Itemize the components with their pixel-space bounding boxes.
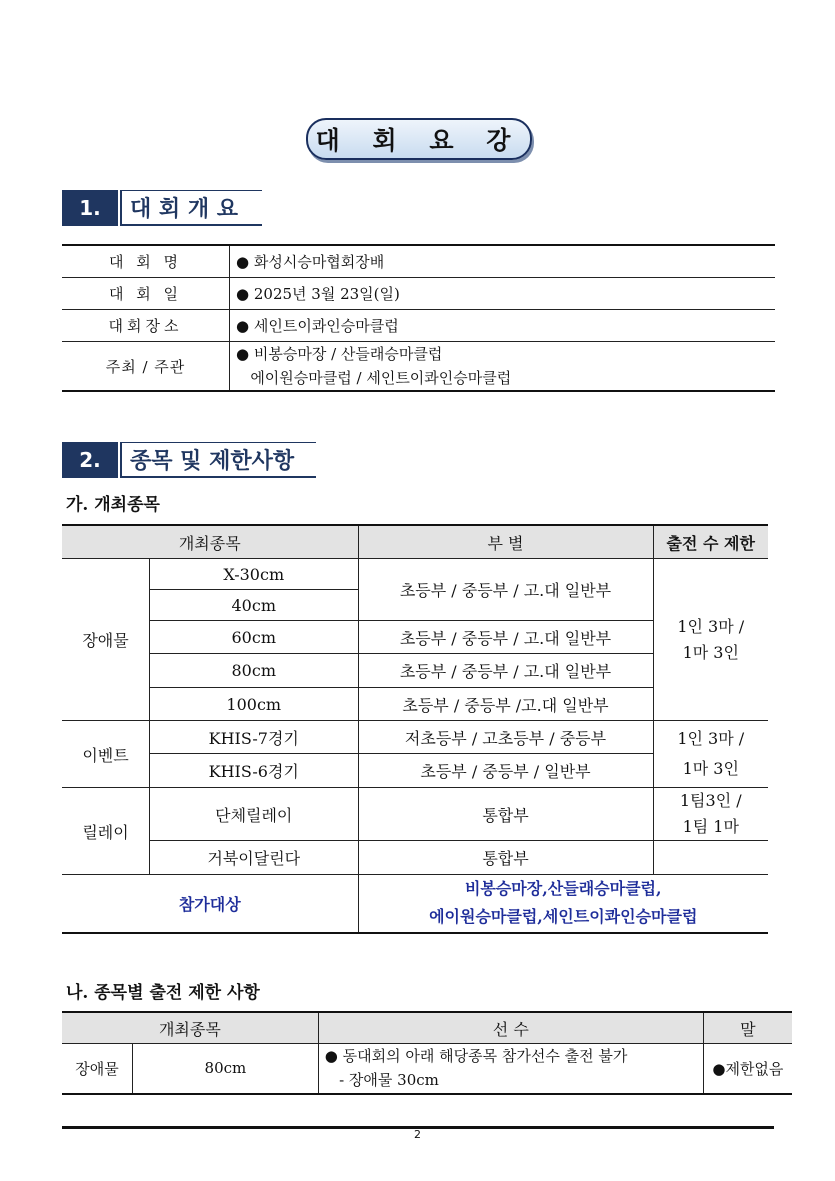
event-name: KHIS-7경기 bbox=[150, 721, 359, 754]
overview-table bbox=[62, 244, 775, 392]
event-name: 단체릴레이 bbox=[150, 788, 359, 841]
header-division: 부 별 bbox=[358, 525, 653, 559]
division-cell: 초등부 / 중등부 /고.대 일반부 bbox=[358, 688, 653, 721]
section-1-number: 1. bbox=[62, 190, 118, 226]
overview-value: ● 화성시승마협회장배 bbox=[230, 245, 776, 278]
event-name: 100cm bbox=[150, 688, 359, 721]
overview-value: ● 2025년 3월 23일(일) bbox=[230, 278, 776, 310]
group-event: 이벤트 bbox=[62, 721, 150, 788]
limit-relay: 1팀3인 / 1팀 1마 bbox=[653, 788, 768, 841]
group-obstacle: 장애물 bbox=[62, 559, 150, 721]
overview-value: ● 세인트이콰인승마클럽 bbox=[230, 310, 776, 342]
division-cell: 초등부 / 중등부 / 고.대 일반부 bbox=[358, 621, 653, 654]
restr-rider: ● 동대회의 아래 해당종목 참가선수 출전 불가 - 장애물 30cm bbox=[318, 1044, 703, 1094]
limit-obstacle: 1인 3마 / 1마 3인 bbox=[653, 559, 768, 721]
limit-empty bbox=[653, 841, 768, 875]
participants-label: 참가대상 bbox=[62, 875, 358, 933]
restr-height: 80cm bbox=[133, 1044, 319, 1094]
section-2-title: 종목 및 제한사항 bbox=[120, 442, 316, 478]
division-cell: 초등부 / 중등부 / 일반부 bbox=[358, 754, 653, 788]
restriction-table bbox=[62, 1011, 792, 1095]
division-cell: 통합부 bbox=[358, 841, 653, 875]
subsection-a-heading: 가. 개최종목 bbox=[66, 495, 160, 515]
subsection-b-heading: 나. 종목별 출전 제한 사항 bbox=[66, 983, 260, 1003]
group-relay: 릴레이 bbox=[62, 788, 150, 875]
header-limit: 출전 수 제한 bbox=[653, 525, 768, 559]
document-title: 대 회 요 강 bbox=[306, 118, 532, 160]
division-cell: 초등부 / 중등부 / 고.대 일반부 bbox=[358, 654, 653, 688]
division-cell: 초등부 / 중등부 / 고.대 일반부 bbox=[358, 559, 653, 621]
section-1-title: 대 회 개 요 bbox=[120, 190, 262, 226]
restr-group: 장애물 bbox=[62, 1044, 133, 1094]
events-table bbox=[62, 524, 768, 934]
event-name: 80cm bbox=[150, 654, 359, 688]
event-name: 거북이달린다 bbox=[150, 841, 359, 875]
division-cell: 저초등부 / 고초등부 / 중등부 bbox=[358, 721, 653, 754]
restr-header-horse: 말 bbox=[703, 1012, 792, 1044]
page-number: 2 bbox=[414, 1128, 421, 1141]
division-cell: 통합부 bbox=[358, 788, 653, 841]
header-event: 개최종목 bbox=[62, 525, 358, 559]
restr-header-event: 개최종목 bbox=[62, 1012, 318, 1044]
participants-list: 비봉승마장,산들래승마클럽, 에이원승마클럽,세인트이콰인승마클럽 bbox=[358, 875, 768, 933]
event-name: X-30cm bbox=[150, 559, 359, 590]
event-name: KHIS-6경기 bbox=[150, 754, 359, 788]
restr-horse: ●제한없음 bbox=[703, 1044, 792, 1094]
overview-value: ● 비봉승마장 / 산들래승마클럽 에이원승마클럽 / 세인트이콰인승마클럽 bbox=[230, 342, 776, 392]
section-2-number: 2. bbox=[62, 442, 118, 478]
event-name: 40cm bbox=[150, 590, 359, 621]
overview-label: 주최 / 주관 bbox=[62, 342, 230, 392]
restr-header-rider: 선 수 bbox=[318, 1012, 703, 1044]
overview-label: 대 회 일 bbox=[62, 278, 230, 310]
overview-label: 대회장소 bbox=[62, 310, 230, 342]
overview-label: 대 회 명 bbox=[62, 245, 230, 278]
event-name: 60cm bbox=[150, 621, 359, 654]
limit-event: 1인 3마 / 1마 3인 bbox=[653, 721, 768, 788]
